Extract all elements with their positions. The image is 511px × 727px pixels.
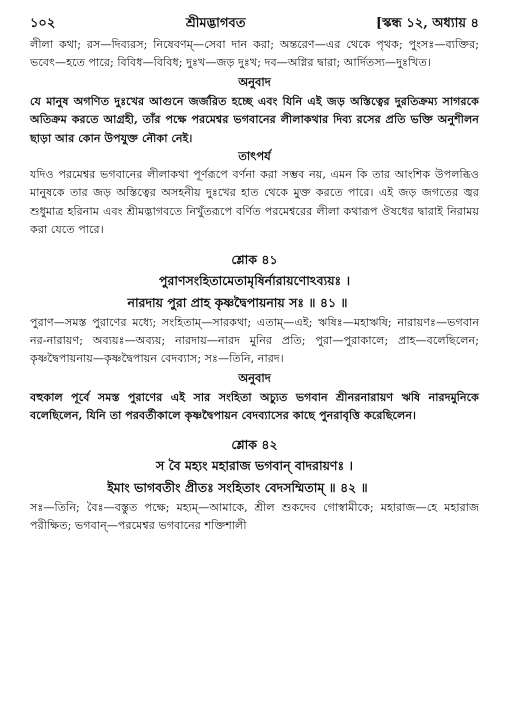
verse-41-title: শ্লোক ৪১ [231, 251, 278, 267]
page-number: ১০২ [30, 16, 56, 31]
section-label: [স্কন্ধ ১২, অধ্যায় ৪ [376, 16, 479, 31]
verse-41-line-2: নারদায় পুরা প্রাহ কৃষ্ণদ্বৈপায়নায় সঃ ॥ ৪১ ॥ [127, 294, 348, 310]
purport-text: যদিও পরমেশ্বর ভগবানের লীলাকথা পূর্ণরূপে বর্ণনা করা সম্ভব নয়, এমন কি তার আংশিক উপলব্ধিও মানুষকে তার জড় অস্তিত্বের অসহনীয় দুঃখের হাত থেকে মুক্ত করতে পারে। এই জড় জগতের জ্বর শুধুমাত্র হরিনাম এবং শ্রীমদ্ভাগবতে নিখুঁতরূপে বর্ণিত পরমেশ্বরের লীলা কথারূপ ঔষধের দ্বারাই নিরাময় করা যেতে পারে। [30, 168, 479, 237]
verse-41-synonyms: পুরাণ—সমস্ত পুরাণের মধ্যে; সংহিতাম্—সারকথা; এতাম্—এই; ঋষিঃ—মহাঋষি; নারায়ণঃ—ভগবান নর-নারায়ণ; অব্যয়ঃ—অব্যয়; নারদায়—নারদ মুনির প্রতি; পুরা—পুরাকালে; প্রাহ—বলেছিলেন; কৃষ্ণদ্বৈপায়নায়—কৃষ্ণদ্বৈপায়ন বেদব্যাস; সঃ—তিনি, নারদ। [30, 315, 479, 366]
verse-42-line-1: স বৈ মহ্যং মহারাজ ভগবান্ বাদরায়ণঃ । [156, 457, 353, 473]
verse-41-translation: বহুকাল পূর্বে সমস্ত পুরাণের এই সার সংহিতা অচ্যুত ভগবান শ্রীনরনারায়ণ ঋষি নারদমুনিকে বলেছিলেন, যিনি তা পরবর্তীকালে কৃষ্ণদ্বৈপায়ন বেদব্যাসের কাছে পুনরাবৃত্তি করেছিলেন। [30, 389, 479, 423]
translation-text: যে মানুষ অগণিত দুঃখের আগুনে জর্জরিত হচ্ছে এবং যিনি এই জড় অস্তিত্বের দুরতিক্রম্য সাগরকে অতিক্রম করতে আগ্রহী, তাঁর পক্ষে পরমেশ্বর ভগবানের লীলাকথার দিব্য রসের প্রতি ভক্তি অনুশীলন ছাড়া আর কোন উপযুক্ত নৌকা নেই। [30, 93, 479, 145]
verse-41-translation-heading: অনুবাদ [238, 370, 271, 385]
verse-42-line-2: ইমাং ভাগবতীং প্রীতঃ সংহিতাং বেদসম্মিতাম্ ॥ ৪২ ॥ [107, 479, 368, 495]
verse-42-synonyms: সঃ—তিনি; বৈঃ—বস্তুত পক্ষে; মহ্যম্—আমাকে, শ্রীল শুকদেব গোস্বামীকে; মহারাজ—হে মহারাজ পরীক্ষিত; ভগবান্—পরমেশ্বর ভগবানের শক্তিশালী [30, 500, 479, 533]
verse-41-line-1: পুরাণসংহিতামেতামৃষির্নারায়ণোঽব্যয়ঃ । [158, 272, 351, 288]
intro-synonyms: লীলা কথা; রস—দিব্যরস; নিষেবণম্—সেবা দান করা; অন্তরেণ—এর থেকে পৃথক; পুংসঃ—ব্যক্তির; ভবেৎ—হতে পারে; বিবিধ—বিবিধ; দুঃখ—জড় দুঃখ; দব—অগ্নির দ্বারা; আর্দিতস্য—দুঃখিত। [30, 38, 479, 70]
verse-42-title: শ্লোক ৪২ [231, 436, 278, 452]
purport-heading: তাৎপর্য [238, 149, 271, 164]
book-title: শ্রীমদ্ভাগবত [185, 16, 246, 31]
page-header [30, 14, 479, 36]
translation-heading: অনুবাদ [238, 74, 271, 89]
